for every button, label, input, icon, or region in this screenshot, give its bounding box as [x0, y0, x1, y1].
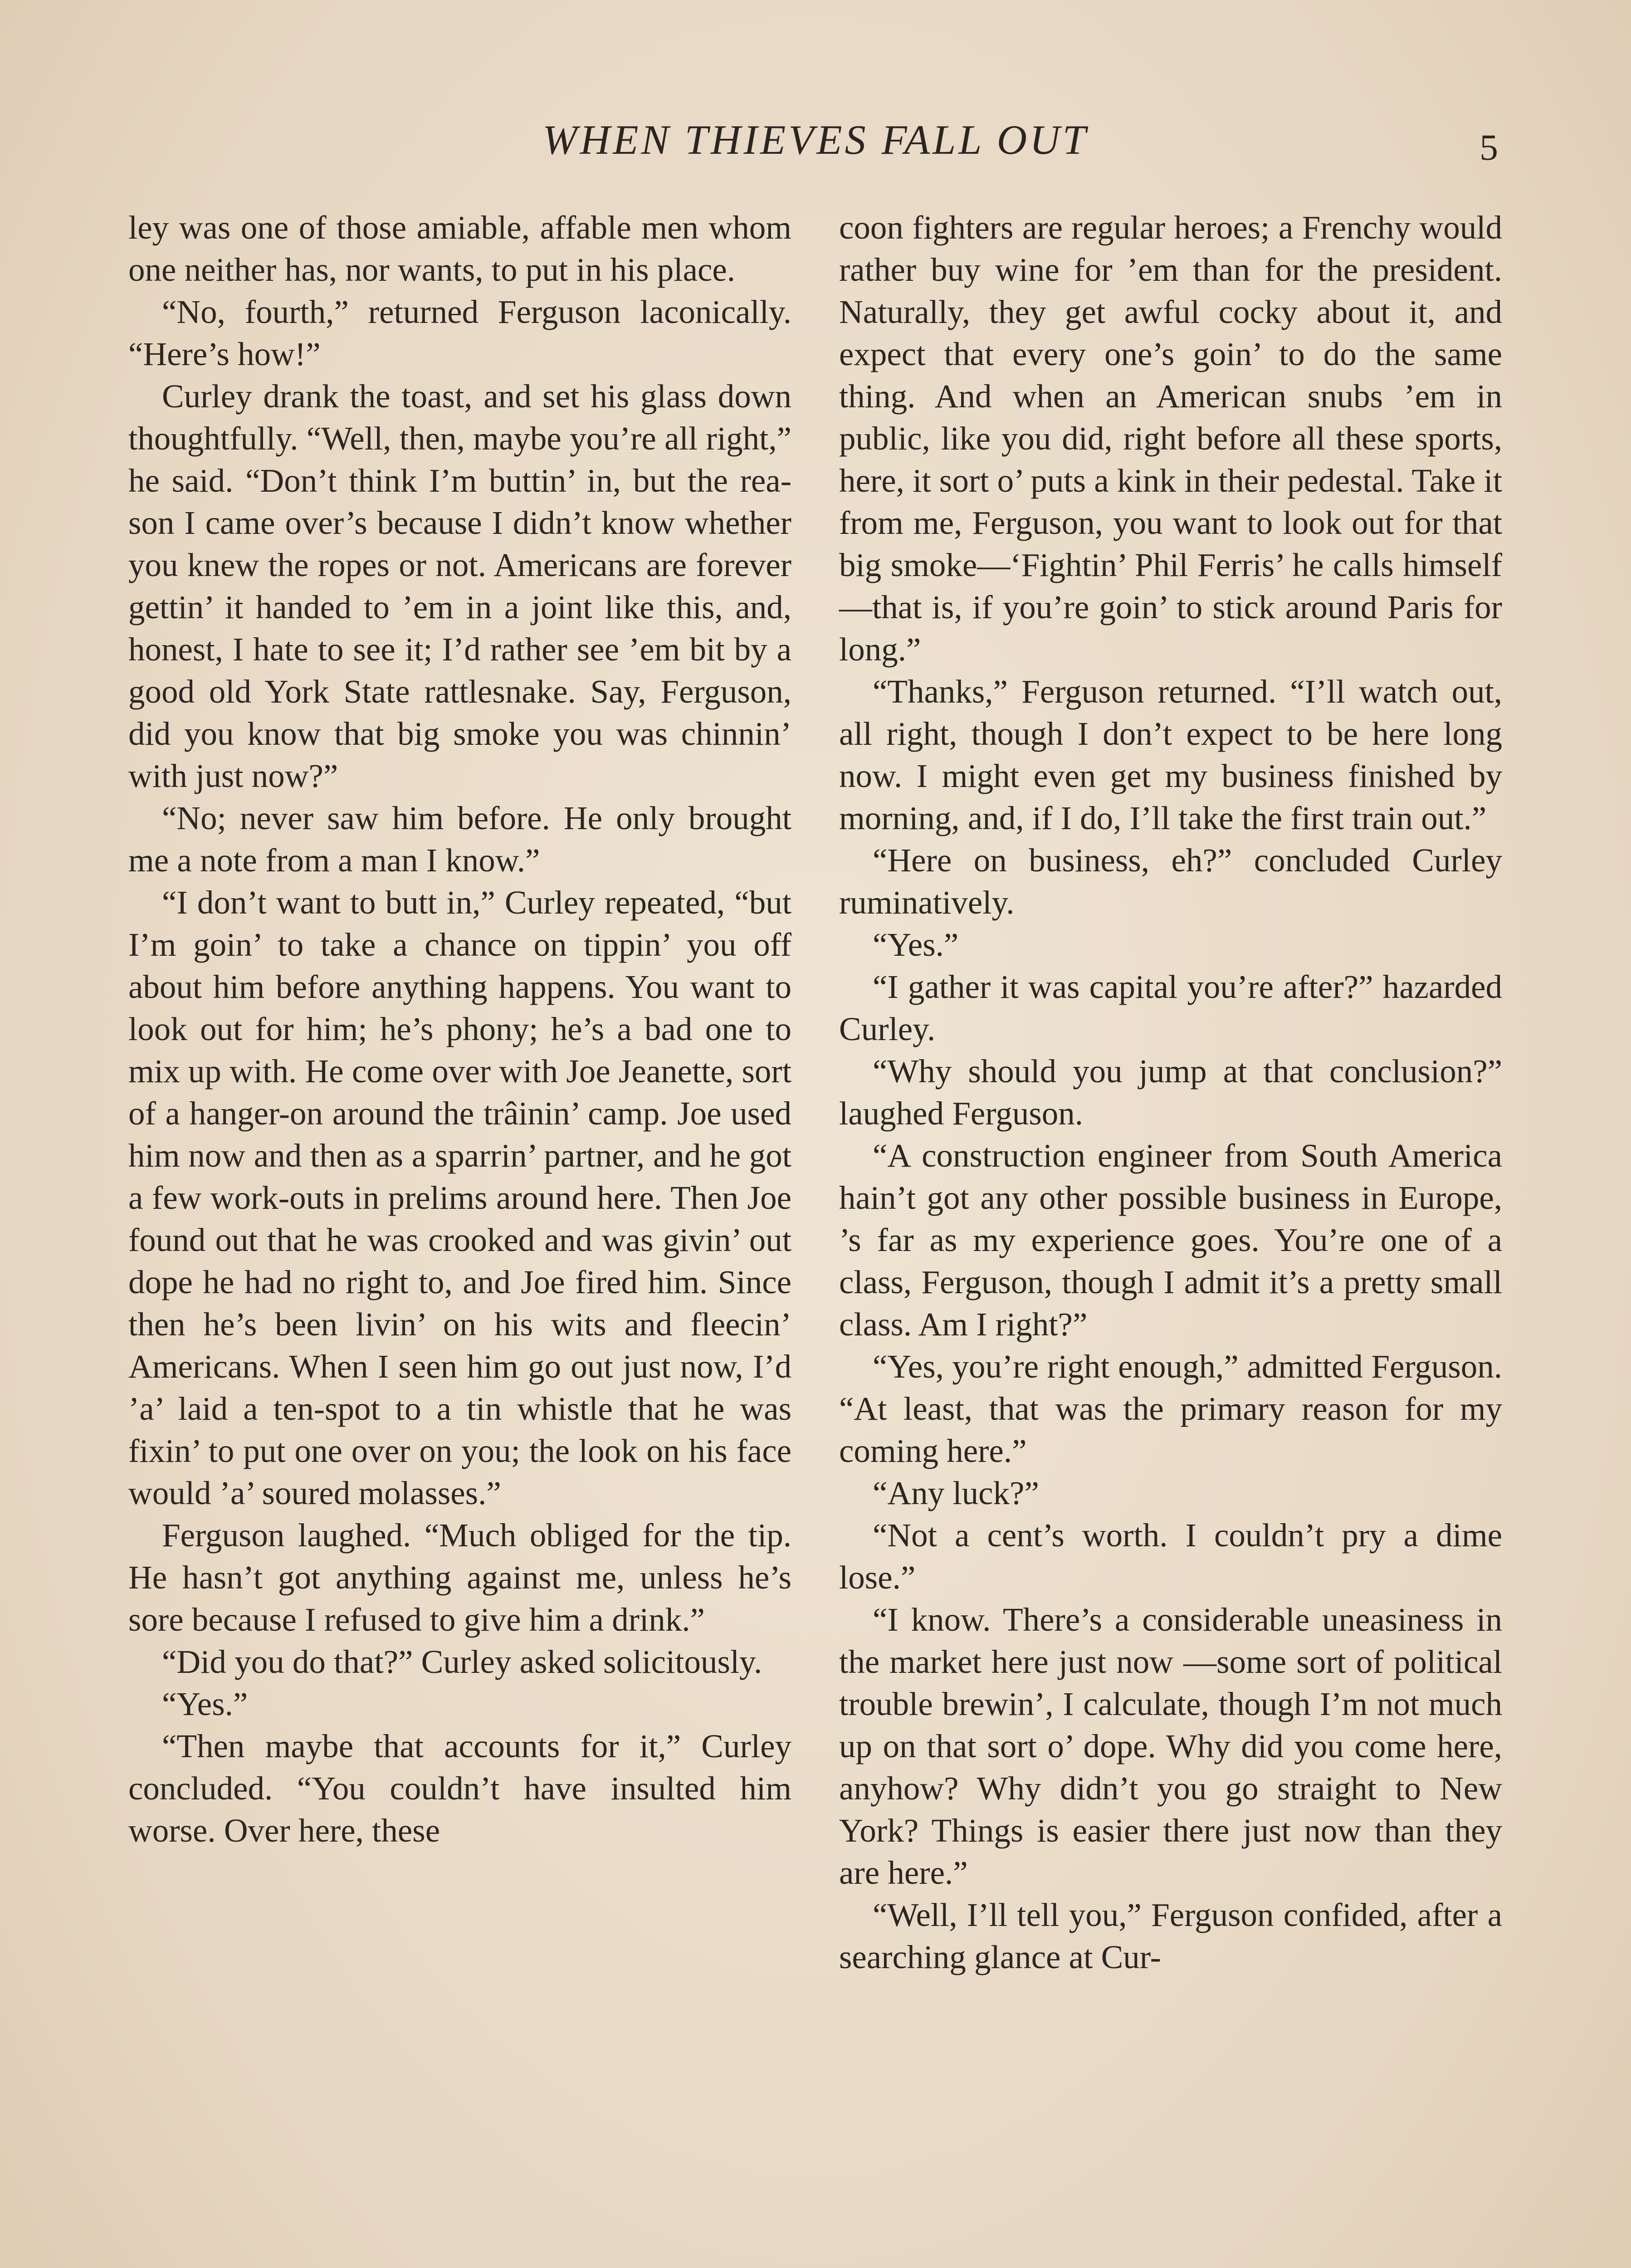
paragraph: “Thanks,” Ferguson returned. “I’ll watch out, all right, though I don’t expect to be here long now. I might even get my business finished by morning, and, if I do, I’ll take the first train out.”: [839, 673, 1502, 836]
paragraph: “No; never saw him before. He only brought me a note from a man I know.”: [128, 800, 791, 879]
paragraph: “Here on business, eh?” concluded Curley ruminatively.: [839, 842, 1502, 921]
paragraph: “Then maybe that accounts for it,” Curley concluded. “You couldn’t have insulted him worse. Over here, these: [128, 1728, 791, 1849]
paragraph: “Yes.”: [162, 1686, 248, 1722]
paragraph: “I know. There’s a considerable uneasiness in the market here just now —some sort of political trouble brewin’, I calculate, though I’m not much up on that sort o’ dope. Why did you come here, anyhow? Why didn’t you go straight to New York? Things is easier there just now than they are here.”: [839, 1601, 1502, 1891]
paragraph: coon fighters are regular heroes; a Frenchy would rather buy wine for ’em than for the president. Naturally, they get awful cocky about it, and expect that every one’s goin’ to do the same thing. And when an American snubs ’em in public, like you did, right before all these sports, here, it sort o’ puts a kink in their pedestal. Take it from me, Ferguson, you want to look out for that big smoke—‘Fightin’ Phil Ferris’ he calls himself—that is, if you’re goin’ to stick around Paris for long.”: [839, 209, 1502, 668]
paragraph: “Any luck?”: [873, 1475, 1039, 1511]
paragraph: “A construction engineer from South America hain’t got any other possible business in Europe, ’s far as my experience goes. You’re one of a class, Ferguson, though I admit it’s a pretty small class. Am I right?”: [839, 1137, 1502, 1343]
paragraph: “I don’t want to butt in,” Curley repeated, “but I’m goin’ to take a chance on tippin’ you off about him before anything happens. You want to look out for him; he’s phony; he’s a bad one to mix up with. He come over with Joe Jeanette, sort of a hanger-on around the trâinin’ camp. Joe used him now and then as a sparrin’ partner, and he got a few work-outs in prelims around here. Then Joe found out that he was crooked and was givin’ out dope he had no right to, and Joe fired him. Since then he’s been livin’ on his wits and fleecin’ Americans. When I seen him go out just now, I’d ’a’ laid a ten-spot to a tin whistle that he was fixin’ to put one over on you; the look on his face would ’a’ soured molasses.”: [128, 884, 791, 1511]
paragraph: “Yes, you’re right enough,” admitted Ferguson. “At least, that was the primary reason for my coming here.”: [839, 1348, 1502, 1469]
paragraph: “No, fourth,” returned Ferguson laconically. “Here’s how!”: [128, 293, 791, 372]
paragraph: “Did you do that?” Curley asked solicitously.: [162, 1643, 762, 1680]
right-column: [839, 206, 1502, 1978]
paragraph: “Why should you jump at that conclusion?” laughed Ferguson.: [839, 1053, 1502, 1132]
paragraph: Ferguson laughed. “Much obliged for the tip. He hasn’t got anything against me, unless he’s sore because I refused to give him a drink.”: [128, 1517, 791, 1638]
paragraph: “I gather it was capital you’re after?” hazarded Curley.: [839, 968, 1502, 1047]
paragraph: ley was one of those amiable, affable men whom one neither has, nor wants, to put in his place.: [128, 209, 791, 288]
left-column: [128, 206, 791, 1852]
paragraph: “Well, I’ll tell you,” Ferguson confided, after a searching glance at Cur-: [839, 1897, 1502, 1975]
page-number: 5: [1480, 127, 1498, 168]
paragraph: “Not a cent’s worth. I couldn’t pry a dime lose.”: [839, 1517, 1502, 1596]
paragraph: “Yes.”: [873, 926, 959, 963]
paragraph: Curley drank the toast, and set his glass down thoughtfully. “Well, then, maybe you’re all right,” he said. “Don’t think I’m buttin’ in, but the reason I came over’s because I didn’t know whether you knew the ropes or not. Americans are forever gettin’ it handed to ’em in a joint like this, and, honest, I hate to see it; I’d rather see ’em bit by a good old York State rattlesnake. Say, Ferguson, did you know that big smoke you was chinnin’ with just now?”: [128, 378, 791, 794]
running-title: WHEN THIEVES FALL OUT: [542, 117, 1089, 163]
